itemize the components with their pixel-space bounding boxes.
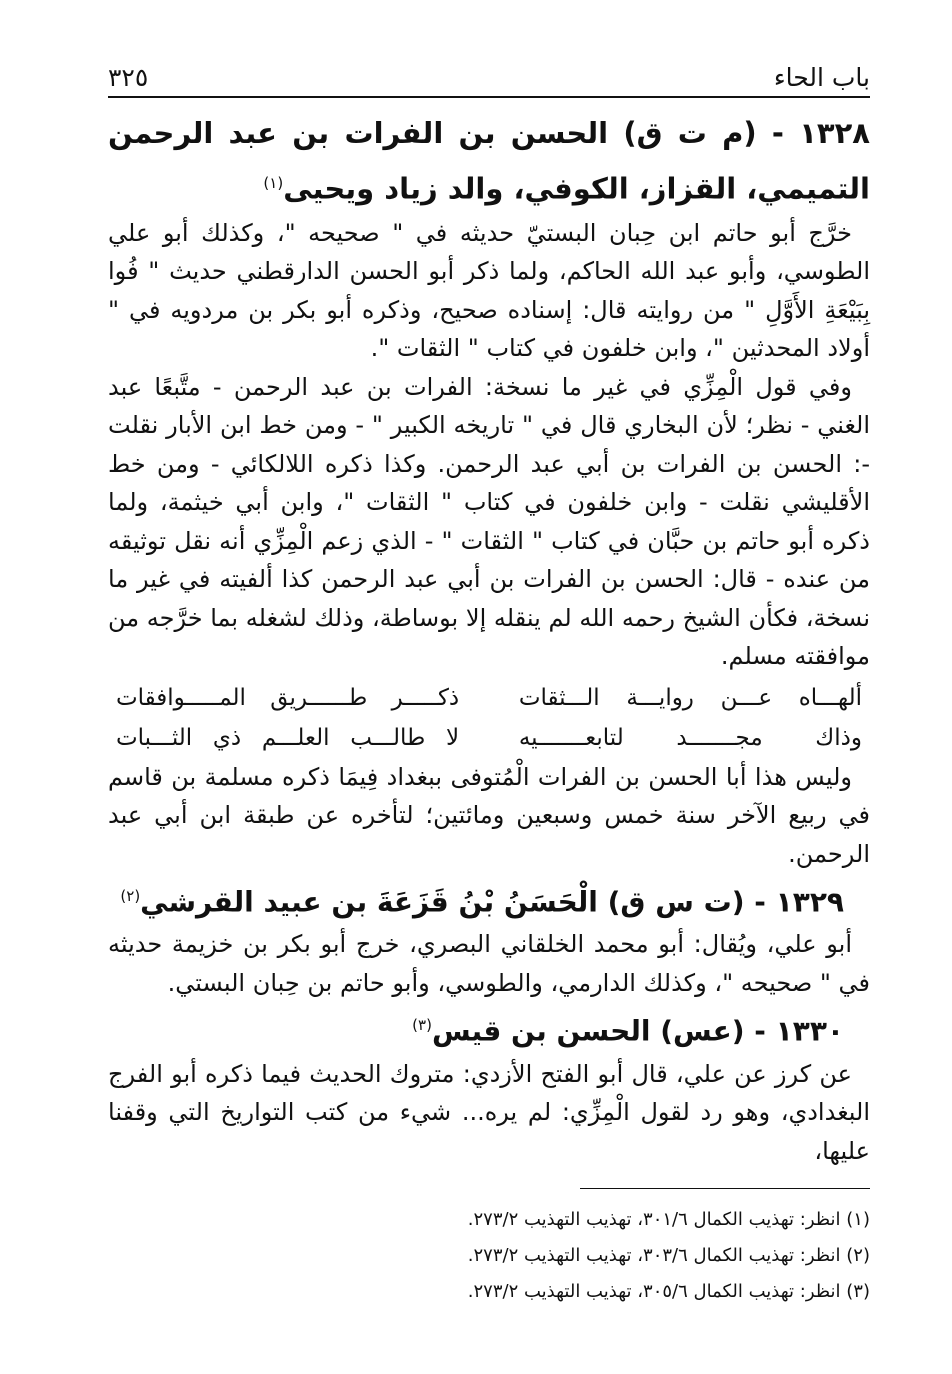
footnote-ref-1[interactable]: (١) xyxy=(263,174,284,192)
hemistich-right: وذاك مجـــــــد لتابعـــــــيه xyxy=(518,724,862,751)
chapter-title: باب الحاء xyxy=(773,63,870,92)
paragraph: وفي قول الْمِزِّي في غير ما نسخة: الفرات بن عبد الرحمن - متَّبعًا عبد الغني - نظر؛ لأن البخاري قال في " تاريخه الكبير " - ومن خط ابن الأبار نقلت -: الحسن بن الفرات بن أبي عبد الرحمن. وكذا ذكره اللالكائي - ومن خط الأقليشي نقلت - وابن خلفون في كتاب " الثقات "، وابن أبي خيثمة، ولما ذكره أبو حاتم بن حبَّان في كتاب " الثقات " - الذي زعم الْمِزِّي أنه نقل توثيقه من عنده - قال: الحسن بن الفرات بن أبي عبد الرحمن كذا ألفيته في غير ما نسخة، فكأن الشيخ رحمه الله لم ينقله إلا بوساطة، وذلك لشغله بما خرَّجه من موافقته مسلم. xyxy=(108,372,870,671)
hemistich-right: ألهـــاه عـــن روايـــة الـــثقات xyxy=(518,684,862,711)
footnote-2: (٢) انظر: تهذيب الكمال ٣٠٣/٦، تهذيب التهذيب ٢٧٣/٢. xyxy=(467,1245,870,1266)
entry-heading-1329: ١٣٢٩ - (ت س ق) الْحَسَنُ بْنُ قَزَعَةَ بن عبيد القرشي$^{(٢)}$ xyxy=(120,885,844,919)
poem-verse xyxy=(108,678,870,718)
poem-verse xyxy=(108,718,870,758)
poem xyxy=(108,678,870,758)
paragraph: خرَّج أبو حاتم ابن حِبان البستيّ حديثه في " صحيحه "، وكذلك أبو علي الطوسي، وأبو عبد الله الحاكم، ولما ذكر أبو الحسن الدارقطني حديث " فُوا بِبَيْعَةِ الأَوَّلِ " من روايته قال: إسناده صحيح، وذكره أبو بكر بن مردويه في " أولاد المحدثين "، وابن خلفون في كتاب " الثقات ". xyxy=(108,218,870,363)
hemistich-left: ذكـــــر طــــــريق المـــــوافقات xyxy=(116,684,460,711)
footnote-rule xyxy=(580,1188,870,1189)
footnote-3: (٣) انظر: تهذيب الكمال ٣٠٥/٦، تهذيب التهذيب ٢٧٣/٢. xyxy=(467,1281,870,1302)
page-body xyxy=(108,108,870,1170)
paragraph: وليس هذا أبا الحسن بن الفرات الْمُتوفى ببغداد فِيمَا ذكره مسلمة بن قاسم في ربيع الآخر سنة خمس وسبعين ومائتين؛ لتأخره عن طبقة ابن أبي عبد الرحمن. xyxy=(108,762,870,868)
footnote-ref-3[interactable]: (٣) xyxy=(412,1016,432,1035)
footnotes xyxy=(108,1202,870,1310)
footnote-ref-2[interactable]: (٢) xyxy=(120,887,141,906)
paragraph: أبو علي، ويُقال: أبو محمد الخلقاني البصري، خرج أبو بكر بن خزيمة حديثه في " صحيحه "، وكذلك الدارمي، والطوسي، وأبو حاتم بن حِبان البستي. xyxy=(108,930,870,997)
entry-heading-1328: ١٣٢٨ - (م ت ق) الحسن بن الفرات بن عبد الرحمن التميمي، القزاز، الكوفي، والد زياد ويحيى$^{(١)}$ xyxy=(108,116,870,206)
running-header xyxy=(108,56,870,92)
header-rule xyxy=(108,96,870,98)
footnote-1: (١) انظر: تهذيب الكمال ٣٠١/٦، تهذيب التهذيب ٢٧٣/٢. xyxy=(467,1209,870,1230)
page-number: ٣٢٥ xyxy=(108,63,149,92)
hemistich-left: لا طالـــب العلـــم ذي الثـــبات xyxy=(116,724,460,751)
entry-heading-1330: ١٣٣٠ - (عس) الحسن بن قيس$^{(٣)}$ xyxy=(412,1014,844,1048)
paragraph: عن كرز عن علي، قال أبو الفتح الأزدي: متروك الحديث فيما ذكره أبو الفرج البغدادي، وهو رد لقول الْمِزِّي: لم يره... شيء من كتب التواريخ التي وقفنا عليها، xyxy=(108,1059,870,1165)
